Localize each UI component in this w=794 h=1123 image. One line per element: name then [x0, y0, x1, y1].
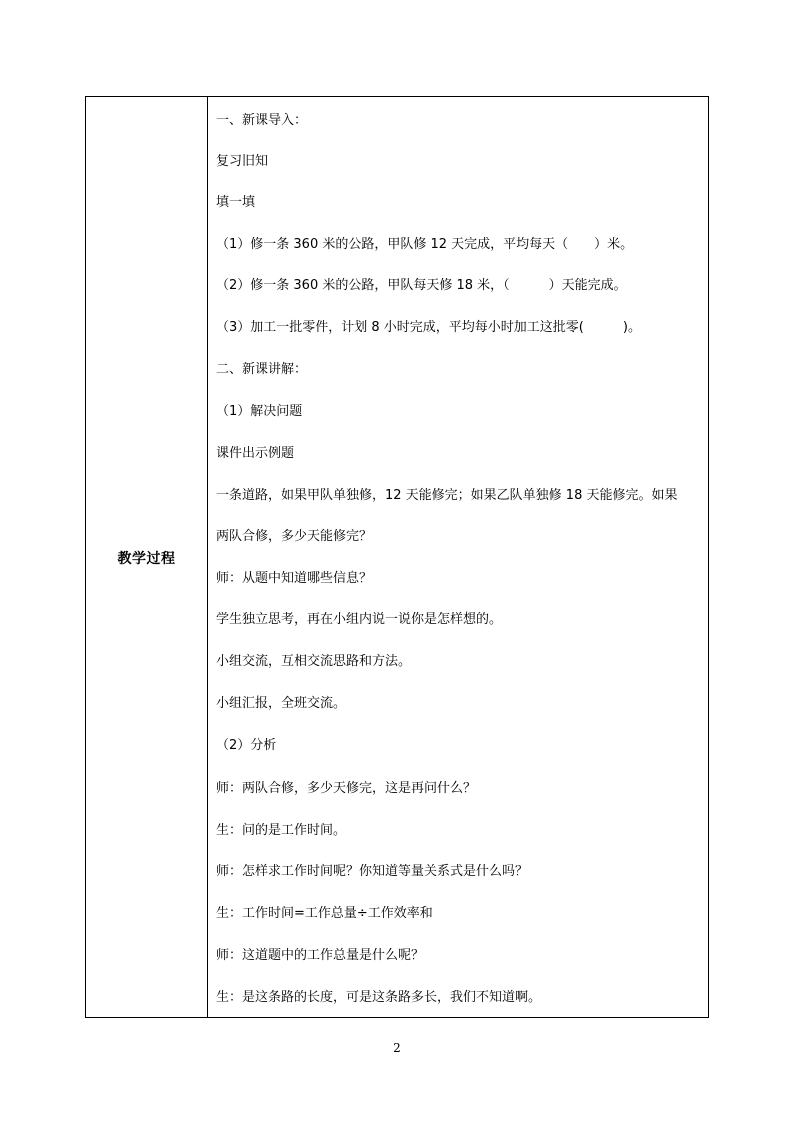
row-label-cell	[86, 97, 208, 1017]
row-label: 教学过程	[117, 551, 176, 567]
content-line: 生：问的是工作时间。	[216, 823, 347, 838]
content-line: 师：从题中知道哪些信息？	[216, 571, 373, 586]
formula-line: 生：工作时间=工作总量÷工作效率和	[216, 906, 433, 921]
content-line: 师：这道题中的工作总量是什么呢？	[216, 948, 425, 963]
content-line: 填一填	[216, 195, 256, 210]
exercise-item-2: （2）修一条 360 米的公路，甲队每天修 18 米，（ ）天能完成。	[216, 278, 627, 293]
content-line: 师：两队合修，多少天修完，这是再问什么？	[216, 781, 477, 796]
example-problem-line-2: 两队合修，多少天能修完？	[216, 529, 373, 544]
content-line: 小组交流，互相交流思路和方法。	[216, 654, 412, 669]
exercise-item-3: （3）加工一批零件，计划 8 小时完成，平均每小时加工这批零( )。	[216, 320, 641, 335]
content-line: 小组汇报，全班交流。	[216, 696, 347, 711]
page-number: 2	[393, 1041, 401, 1055]
content-line: 生：是这条路的长度，可是这条路多长，我们不知道啊。	[216, 990, 542, 1005]
section-heading-lesson: 二、新课讲解：	[216, 362, 308, 377]
content-cell	[208, 97, 708, 1017]
exercise-item-1: （1）修一条 360 米的公路，甲队修 12 天完成，平均每天（ ）米。	[216, 237, 634, 252]
lesson-table	[85, 96, 709, 1018]
content-line: （2）分析	[216, 738, 277, 753]
content-line: （1）解决问题	[216, 404, 303, 419]
example-problem-line-1: 一条道路，如果甲队单独修，12 天能修完；如果乙队单独修 18 天能修完。如果	[216, 488, 678, 503]
content-line: 复习旧知	[216, 154, 269, 169]
content-line: 学生独立思考，再在小组内说一说你是怎样想的。	[216, 612, 503, 627]
content-line: 师：怎样求工作时间呢？你知道等量关系式是什么吗？	[216, 864, 529, 879]
section-heading-intro: 一、新课导入：	[216, 113, 308, 128]
content-line: 课件出示例题	[216, 446, 295, 461]
